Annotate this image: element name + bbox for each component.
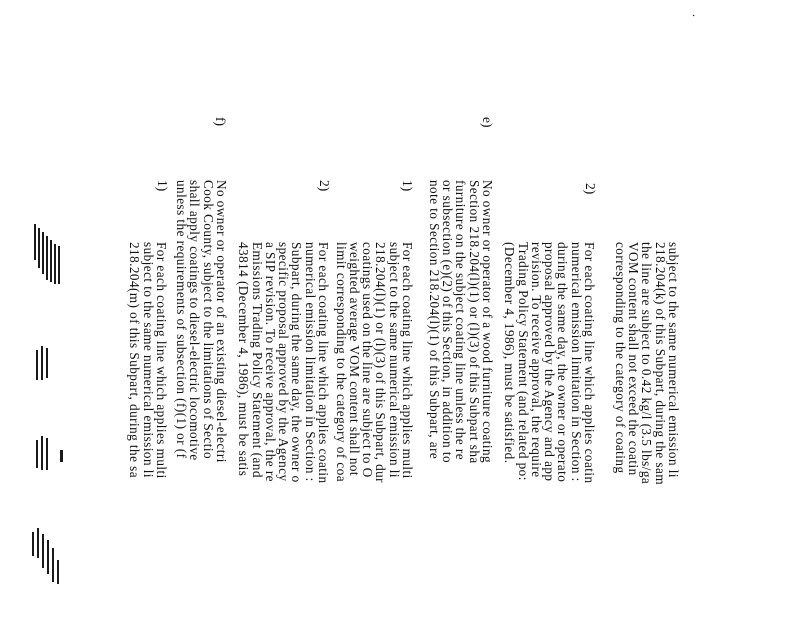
text-line: numerical emission limitation in Section : bbox=[302, 242, 318, 482]
text-line: For each coating line which applies multi bbox=[400, 242, 415, 479]
item-label: 2) bbox=[583, 183, 598, 195]
item-label: 1) bbox=[400, 180, 415, 192]
text-line: proposal approved by the Agency and app bbox=[542, 242, 558, 482]
paragraph-continuation bbox=[614, 242, 680, 485]
paragraph-item-f-1 bbox=[128, 242, 168, 479]
text-line: the line are subject to 0.42 kg/l (3.5 lbs/ga bbox=[639, 242, 655, 485]
text-line: 218.204(l)(1) or (l)(3) of this Subpart, dur bbox=[373, 242, 389, 484]
text-line: furniture on the subject coating line unless the re bbox=[453, 180, 469, 461]
text-line: limit corresponding to the category of coa bbox=[333, 242, 349, 483]
text-line: No owner or operator of an existing diesel-electri bbox=[214, 180, 229, 463]
item-label: 2) bbox=[317, 180, 332, 192]
subsection-label: f) bbox=[213, 117, 228, 126]
paragraph-item-e-2 bbox=[237, 242, 330, 484]
text-line: VOM content shall not exceed the coatin bbox=[626, 242, 642, 476]
paragraph-item-2 bbox=[503, 242, 596, 484]
text-line: subject to the same numerical emission li bbox=[140, 242, 156, 478]
text-line: or subsection (e)(2) of this Section, in addition to bbox=[440, 180, 456, 464]
text-line: No owner or operator of a wood furniture coating bbox=[480, 180, 495, 464]
text-line: shall apply coatings to diesel-electric locomotive bbox=[187, 180, 203, 461]
text-line: Emissions Trading Policy Statement (and bbox=[249, 242, 265, 478]
text-line: 218.204(m) of this Subpart, during the sa bbox=[127, 242, 143, 479]
paragraph-item-e-1 bbox=[334, 242, 414, 483]
text-line: numerical emission limitation in Section : bbox=[568, 242, 584, 482]
text-line: during the same day, the owner or operato bbox=[555, 242, 571, 483]
paragraph-subsection-e bbox=[428, 180, 494, 464]
item-label: 1) bbox=[155, 180, 170, 192]
text-line: subject to the same numerical emission li bbox=[386, 242, 402, 478]
text-line: For each coating line which applies coatin bbox=[582, 242, 597, 484]
text-line: specific proposal approved by the Agency bbox=[276, 242, 292, 482]
text-line: subject to the same numerical emission li bbox=[666, 242, 681, 478]
text-line: 218.204(k) of this Subpart, during the sam bbox=[652, 242, 668, 486]
subsection-label: e) bbox=[480, 117, 495, 128]
text-line: coatings used on the line are subject to O bbox=[360, 242, 376, 478]
text-line: Trading Policy Statement (and related po: bbox=[515, 242, 531, 481]
scan-speck: . bbox=[690, 14, 704, 17]
text-line: (December 4, 1986), must be satisfied. bbox=[502, 242, 518, 464]
text-line: corresponding to the category of coating bbox=[612, 242, 628, 474]
text-line: Subpart, during the same day, the owner o bbox=[289, 242, 305, 483]
text-line: unless the requirements of subsection (f)(1) or (f bbox=[174, 180, 190, 459]
text-line: a SIP revision. To receive approval, the re bbox=[262, 242, 278, 482]
text-line: For each coating line which applies multi bbox=[154, 242, 169, 479]
paragraph-subsection-f bbox=[175, 180, 228, 463]
text-line: For each coating line which applies coatin bbox=[316, 242, 331, 484]
text-line: Section 218.204(l)(1) or (l)(3) of this Subpart sha bbox=[466, 180, 482, 464]
text-line: Cook County, subject to the limitations of Sectio bbox=[200, 180, 216, 460]
text-line: revision. To receive approval, the require bbox=[528, 242, 544, 478]
text-line: note to Section 218.204(l)(1) of this Subpart, are bbox=[426, 180, 442, 460]
text-line: 43814 (December 4, 1986), must be satis bbox=[236, 242, 252, 477]
text-line: weighted average VOM content shall not bbox=[346, 242, 362, 477]
